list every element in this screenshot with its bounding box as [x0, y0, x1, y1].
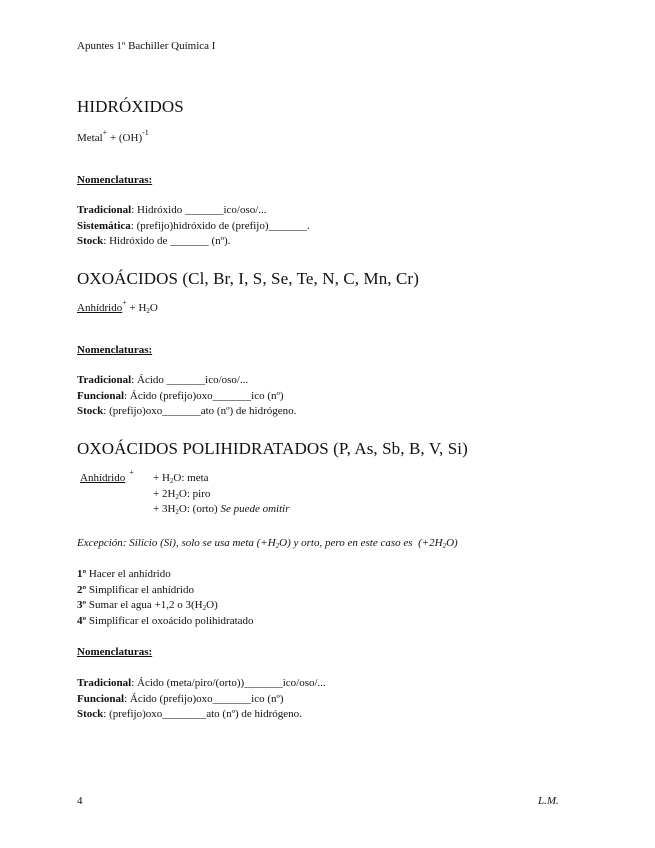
- nomenclature-label: Stock: [77, 235, 104, 247]
- page-number: 4: [77, 795, 83, 807]
- water-option: + $3H_2O$: (orto) Se puede omitir: [153, 503, 290, 516]
- water-option: + $H_2O$: meta: [153, 472, 209, 485]
- section-title-polihidratados: OXOÁCIDOS POLIHIDRATADOS (P, As, Sb, B, V, Si): [77, 439, 468, 458]
- silicon-exception: Excepción: Silicio (Si), solo se usa meta $(+H_2O)$ y orto, pero en este caso es $(+2H_2O)$: [77, 537, 458, 550]
- step-number: 3º: [77, 599, 87, 611]
- nomenclature-text: : (prefijo)hidróxido de (prefijo)_______.: [130, 219, 310, 232]
- nomenclaturas-heading-1: Nomenclaturas:: [77, 174, 153, 186]
- nomenclature-line: [77, 707, 326, 723]
- nomenclature-label: Funcional: [77, 389, 125, 402]
- nomenclaturas-heading-3: Nomenclaturas:: [77, 646, 153, 658]
- nomenclature-label: Stock: [77, 708, 104, 720]
- nomenclature-line: [77, 692, 326, 708]
- nomenclature-label: Funcional: [77, 692, 125, 705]
- formula-hydroxide-charge: -1: [142, 128, 149, 137]
- steps-list: [77, 567, 254, 629]
- nomenclature-line: [77, 389, 296, 405]
- nomenclature-text: : Ácido _______ico/oso/...: [131, 374, 249, 386]
- page-header: Apuntes 1º Bachiller Química I: [77, 40, 216, 52]
- nomenclature-line: [77, 203, 310, 219]
- formula-anhidrido: Anhídrido: [80, 472, 126, 484]
- polihidratados-water-options: [153, 471, 290, 518]
- nomenclature-line: [77, 404, 296, 420]
- formula-metal: Metal: [77, 132, 103, 144]
- nomenclature-text: : Ácido (prefijo)oxo_______ico (nº): [124, 389, 284, 402]
- nomenclature-line: [77, 234, 310, 250]
- nomenclature-label: Sistemática: [77, 219, 131, 232]
- nomenclature-label: Tradicional: [77, 204, 132, 216]
- nomenclature-text: : Hidróxido _______ico/oso/...: [131, 204, 267, 216]
- formula-metal-charge: +: [102, 128, 108, 137]
- nomenclature-line: [77, 373, 296, 389]
- water-option-note: Se puede omitir: [220, 503, 290, 515]
- nomenclature-text: : Ácido (prefijo)oxo_______ico (nº): [124, 692, 284, 705]
- section-title-oxoacidos: OXOÁCIDOS (Cl, Br, I, S, Se, Te, N, C, Mn, Cr): [77, 269, 419, 288]
- polihidratados-nomenclature-list: [77, 676, 326, 723]
- step-number: 2º: [77, 583, 87, 596]
- list-item: 1º Hacer el anhídrido: [77, 568, 171, 580]
- nomenclaturas-heading-2: Nomenclaturas:: [77, 344, 153, 356]
- formula-anhidrido-charge: +: [122, 298, 127, 307]
- step-number: 4º: [77, 614, 87, 627]
- step-number: 1º: [77, 568, 87, 580]
- nomenclature-line: [77, 676, 326, 692]
- page-author: L.M.: [538, 795, 559, 807]
- hidroxidos-formula: [77, 128, 149, 144]
- oxoacidos-formula: [77, 298, 158, 315]
- formula-water: + $H_2O$: [129, 302, 158, 315]
- nomenclature-text: : (prefijo)oxo_______ato (nº) de hidrógeno.: [103, 405, 297, 417]
- water-option: + $2H_2O$: piro: [153, 487, 211, 501]
- nomenclature-label: Tradicional: [77, 677, 132, 689]
- nomenclature-text: : (prefijo)oxo________ato (nº) de hidrógeno.: [103, 708, 302, 720]
- formula-anhidrido-charge: +: [129, 468, 134, 477]
- oxoacidos-nomenclature-list: [77, 373, 296, 420]
- list-item: 3º Sumar el agua +1,2 o $3(H_2O)$: [77, 599, 218, 612]
- nomenclature-text: : Hidróxido de _______ (nº).: [103, 235, 231, 247]
- nomenclature-label: Stock: [77, 405, 104, 417]
- polihidratados-anhidrido: [80, 468, 134, 484]
- formula-anhidrido: Anhídrido: [77, 302, 123, 314]
- list-item: 2º Simplificar el anhídrido: [77, 583, 194, 596]
- nomenclature-text: : Ácido (meta/piro/(orto))_______ico/oso/...: [131, 677, 326, 689]
- hidroxidos-nomenclature-list: [77, 203, 310, 250]
- formula-hydroxide: + (OH): [109, 132, 143, 144]
- nomenclature-label: Tradicional: [77, 374, 132, 386]
- section-title-hidroxidos: HIDRÓXIDOS: [77, 97, 184, 116]
- nomenclature-line: [77, 219, 310, 235]
- list-item: 4º Simplificar el oxoácido polihidratado: [77, 614, 254, 627]
